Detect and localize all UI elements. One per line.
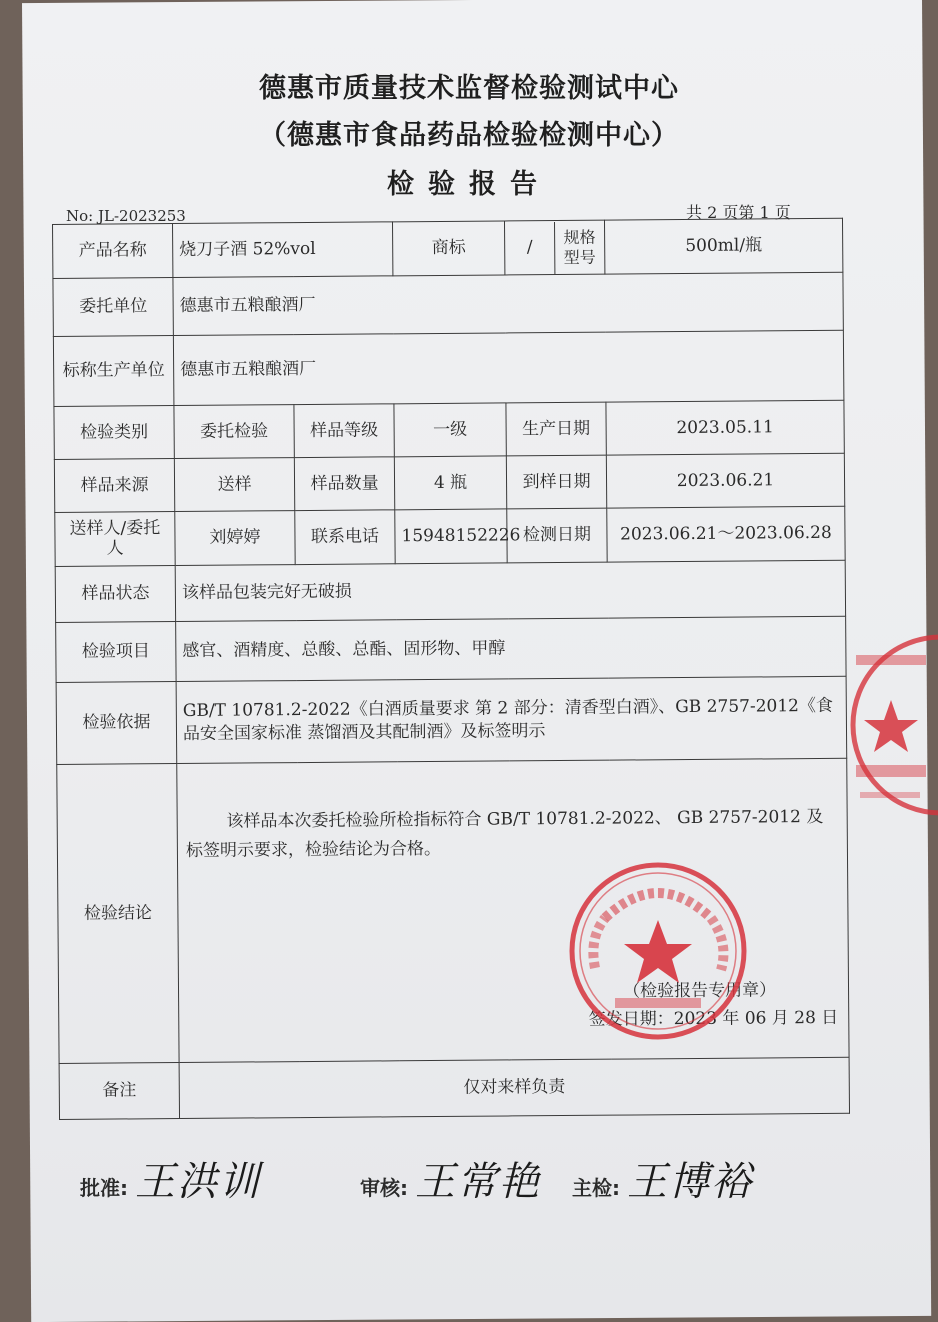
chief-sig: 王博裕 <box>626 1159 753 1205</box>
state-label: 样品状态 <box>55 566 175 623</box>
quantity-value: 4 瓶 <box>394 456 506 510</box>
page-info: 共 2 页第 1 页 <box>686 203 791 222</box>
row-sender <box>55 506 845 566</box>
manufacturer-value: 德惠市五粮酿酒厂 <box>173 330 844 405</box>
edge-seal-icon <box>846 630 938 820</box>
report-number: No: JL-2023253 <box>66 207 186 225</box>
row-client <box>53 272 843 336</box>
grade-label: 样品等级 <box>294 404 394 458</box>
state-value: 该样品包装完好无破损 <box>175 560 845 621</box>
conclusion-label: 检验结论 <box>57 764 179 1064</box>
basis-value: GB/T 10781.2-2022《白酒质量要求 第 2 部分：清香型白酒》、GB 2757-2012《食品安全国家标准 蒸馏酒及其配制酒》及标签明示 <box>176 676 847 763</box>
phone-label: 联系电话 <box>295 510 395 565</box>
approve-label: 批准: <box>80 1176 128 1200</box>
chief-label: 主检: <box>572 1176 620 1200</box>
spec-label: 规格型号 <box>563 228 596 267</box>
row-items <box>56 616 846 682</box>
trademark-value: / <box>505 222 555 274</box>
sender-label: 送样人/委托人 <box>55 512 175 567</box>
review-signature <box>360 1150 541 1207</box>
row-state <box>55 560 845 622</box>
client-label: 委托单位 <box>53 278 173 337</box>
source-label: 样品来源 <box>54 459 174 513</box>
arrival-label: 到样日期 <box>506 455 606 509</box>
conclusion-org: （检验报告专用章） <box>622 980 777 1002</box>
basis-label: 检验依据 <box>56 682 177 765</box>
review-sig: 王常艳 <box>414 1159 541 1205</box>
review-label: 审核: <box>360 1176 408 1200</box>
product-name-value: 烧刀子酒 52%vol <box>173 222 393 278</box>
arrival-value: 2023.06.21 <box>606 453 844 508</box>
spec-value: 500ml/瓶 <box>604 218 842 274</box>
report-title: 检验报告 <box>387 169 551 200</box>
inspect-type-label: 检验类别 <box>54 406 174 460</box>
prod-date-label: 生产日期 <box>506 402 606 456</box>
row-remark <box>59 1057 849 1119</box>
source-value: 送样 <box>174 458 294 512</box>
row-manufacturer <box>53 330 844 406</box>
approve-sig: 王洪训 <box>134 1159 261 1205</box>
trademark-label: 商标 <box>392 221 504 276</box>
inspect-type-value: 委托检验 <box>174 405 294 459</box>
row-basis <box>56 676 847 764</box>
sender-value: 刘婷婷 <box>175 511 295 566</box>
org-name: 德惠市质量技术监督检验测试中心 <box>259 73 679 104</box>
client-value: 德惠市五粮酿酒厂 <box>173 272 843 335</box>
manufacturer-label: 标称生产单位 <box>53 336 174 407</box>
official-seal-icon <box>565 858 751 1044</box>
conclusion-date: 签发日期：2023 年 06 月 28 日 <box>588 1007 839 1030</box>
items-label: 检验项目 <box>56 622 176 683</box>
approve-signature <box>80 1150 261 1207</box>
remark-label: 备注 <box>59 1063 179 1120</box>
row-product <box>53 218 843 278</box>
grade-value: 一级 <box>394 403 506 457</box>
prod-date-value: 2023.05.11 <box>606 400 844 455</box>
org-subname: （德惠市食品药品检验检测中心） <box>259 120 679 151</box>
test-date-label: 检测日期 <box>507 508 607 563</box>
phone-value: 15948152226 <box>395 509 507 564</box>
product-name-label: 产品名称 <box>53 224 173 279</box>
quantity-label: 样品数量 <box>294 457 394 511</box>
row-inspect-type <box>54 400 844 459</box>
chief-signature <box>572 1150 753 1207</box>
row-source <box>54 453 844 512</box>
remark-value: 仅对来样负责 <box>179 1057 849 1118</box>
test-date-value: 2023.06.21～2023.06.28 <box>607 506 845 562</box>
items-value: 感官、酒精度、总酸、总酯、固形物、甲醇 <box>176 616 846 681</box>
conclusion-text: 该样品本次委托检验所检指标符合 GB/T 10781.2-2022、 GB 2757-2012 及标签明示要求，检验结论为合格。 <box>185 806 824 861</box>
